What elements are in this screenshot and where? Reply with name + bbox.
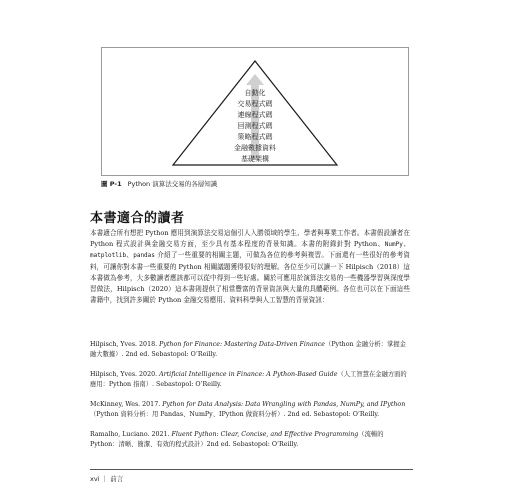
footer-divider [90, 469, 413, 470]
section-title: 本書適合的讀者 [90, 211, 185, 226]
pyramid-layer: 回測程式碼 [237, 122, 273, 130]
reference-item: Hilpisch, Yves. 2018. Python for Finance: Mastering Data-Driven Finance（Python 金融分析：掌握金融大數據）. 2nd ed. Sebastopol: O’Reilly. [90, 341, 406, 358]
pyramid-layer: 金融數據資料 [234, 144, 276, 152]
figure-caption-text: Python 演算法交易的各層知識 [127, 180, 218, 188]
reference-item: Hilpisch, Yves. 2020. Artificial Intelligence in Finance: A Python-Based Guide（人工智慧在金融方面的應用：Python 指南）. Sebastopol: O’Reilly. [90, 371, 407, 388]
reference-list [90, 340, 410, 460]
figure-caption [101, 179, 217, 188]
figure-number: 圖 P-1 [101, 180, 122, 188]
reference-item: Ramalho, Luciano. 2021. Fluent Python: Clear, Concise, and Effective Programming（流暢的 Python：清晰、簡潔、有效的程式設計）2nd ed. Sebastopol: O’Reilly. [90, 431, 384, 448]
pyramid-layer: 連線程式碼 [237, 111, 273, 119]
footer-section: 前言 [110, 475, 124, 483]
footer-separator: ｜ [101, 475, 109, 483]
pyramid-layer: 自動化 [244, 89, 266, 97]
code-numpy: NumPy [384, 241, 403, 249]
body-text [90, 228, 410, 306]
code-pandas: pandas [133, 252, 155, 260]
code-matplotlib: matplotlib [90, 252, 127, 260]
page-number: xvi [90, 475, 100, 483]
paragraph: 本書適合所有想把 Python 應用到演算法交易這個引人入勝領域的學生、學者與專業工作者。本書假設讀者在 Python 程式設計與金融交易方面，至少具有基本程度的背景知識。本書的附錄針對 Python、NumPy、matplotlib、pandas 介紹了一些重要的相關主題，可做為各位的參考與複習。下面還有一些很好的參考資料，可讓你對本書一些重要的 Python 相關議題獲得很好的理解。各位至少可以讀一下 Hilpisch（2018）這本書做為參考，大多數讀者應該都可以從中得到一些好處。關於可應用於演算法交易的一些機器學習與深度學習做法，Hilpisch（2020）這本書則提供了相當豐富的背景資訊與大量的具體範例。各位也可以在下面這些書籍中，找到許多關於 Python 金融交易應用、資料科學與人工智慧的背景資訊： [90, 229, 410, 305]
pyramid-layer: 交易程式碼 [237, 100, 273, 108]
pyramid-layer: 基礎架構 [241, 155, 269, 163]
reference-item: McKinney, Wes. 2017. Python for Data Analysis: Data Wrangling with Pandas, NumPy, and IPython（Python 資料分析：用 Pandas、NumPy、IPython 做資料分析）. 2nd ed. Sebastopol: O’Reilly. [90, 401, 406, 418]
pyramid-layer: 策略程式碼 [237, 133, 273, 141]
figure-box [101, 47, 409, 176]
page-footer [90, 474, 123, 483]
